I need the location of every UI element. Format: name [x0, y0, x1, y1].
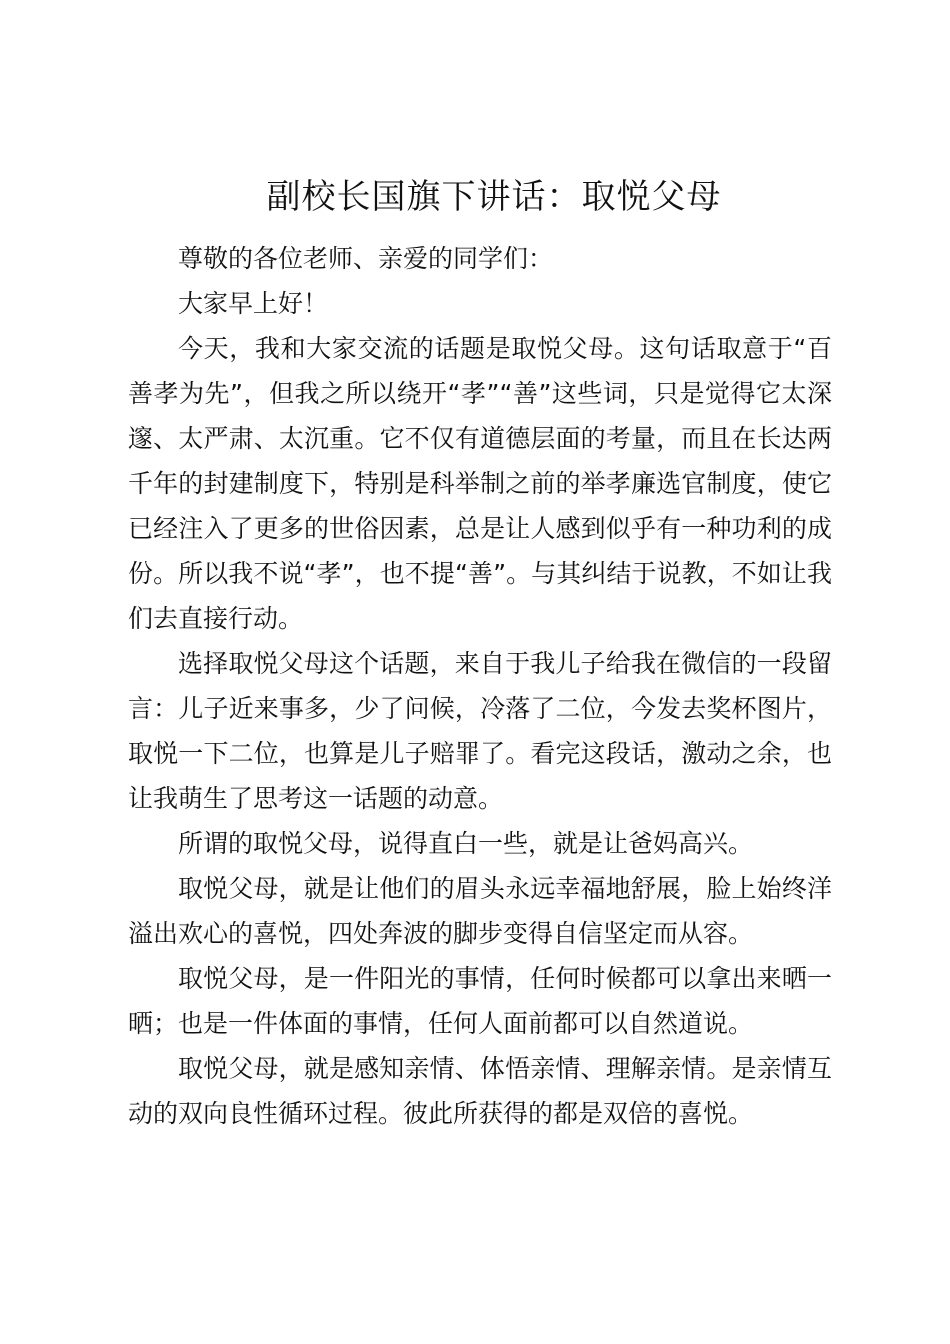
body-paragraph: 取悦父母，是一件阳光的事情，任何时候都可以拿出来晒一晒；也是一件体面的事情，任何人面前都可以自然道说。	[128, 964, 832, 1038]
good-morning-paragraph: 大家早上好！	[178, 289, 329, 318]
body-paragraph: 取悦父母，就是感知亲情、体悟亲情、理解亲情。是亲情互动的双向良性循环过程。彼此所获得的都是双倍的喜悦。	[128, 1054, 832, 1128]
body-paragraph: 所谓的取悦父母，说得直白一些，就是让爸妈高兴。	[178, 829, 754, 858]
greeting-paragraph: 尊敬的各位老师、亲爱的同学们：	[178, 244, 554, 273]
document-page	[128, 172, 832, 1136]
document-title: 副校长国旗下讲话：取悦父母	[266, 177, 722, 217]
body-paragraph: 选择取悦父母这个话题，来自于我儿子给我在微信的一段留言：儿子近来事多，少了问候，冷落了二位，今发去奖杯图片，取悦一下二位，也算是儿子赔罪了。看完这段话，激动之余，也让我萌生了思考这一话题的动意。	[128, 649, 832, 813]
body-paragraph: 今天，我和大家交流的话题是取悦父母。这句话取意于“百善孝为先”，但我之所以绕开“孝”“善”这些词，只是觉得它太深邃、太严肃、太沉重。它不仅有道德层面的考量，而且在长达两千年的封建制度下，特别是科举制之前的举孝廉选官制度，使它已经注入了更多的世俗因素，总是让人感到似乎有一种功利的成份。所以我不说“孝”，也不提“善”。与其纠结于说教，不如让我们去直接行动。	[128, 334, 832, 633]
body-paragraph: 取悦父母，就是让他们的眉头永远幸福地舒展，脸上始终洋溢出欢心的喜悦，四处奔波的脚步变得自信坚定而从容。	[128, 874, 832, 948]
